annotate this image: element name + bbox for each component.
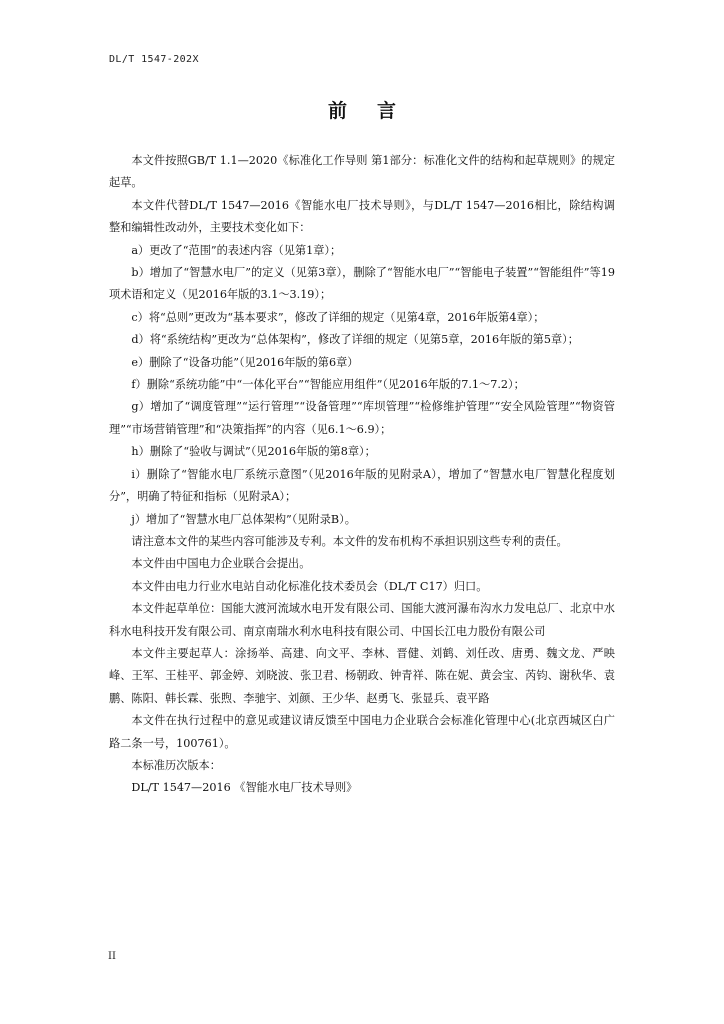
paragraph-replacement: 本文件代替DL/T 1547—2016《智能水电厂技术导则》，与DL/T 1547—2016相比，除结构调整和编辑性改动外，主要技术变化如下： bbox=[109, 198, 615, 235]
paragraph-patent-notice: 请注意本文件的某些内容可能涉及专利。本文件的发布机构不承担识别这些专利的责任。 bbox=[131, 534, 568, 548]
change-item-i: i）删除了“智能水电厂系统示意图”（见2016年版的见附录A），增加了“智慧水电厂智慧化程度划分”，明确了特征和指标（见附录A）； bbox=[109, 467, 615, 504]
change-item-e: e）删除了“设备功能”（见2016年版的第6章） bbox=[131, 355, 359, 369]
change-item-d: d）将“系统结构”更改为“总体架构”，修改了详细的规定（见第5章，2016年版的第5章）； bbox=[131, 333, 579, 347]
paragraph-drafters: 本文件主要起草人：涂扬举、高建、向文平、李林、晋健、刘鹤、刘任改、唐勇、魏文龙、严映峰、王军、王桂平、郭金婷、刘晓波、张卫君、杨朝政、钟青祥、陈在妮、黄会宝、芮钧、谢秋华、袁鹏、陈阳、韩长霖、张煦、李驰宇、刘颜、王少华、赵勇飞、张显兵、袁平路 bbox=[109, 646, 615, 705]
change-item-h: h）删除了“验收与调试”（见2016年版的第8章）； bbox=[131, 445, 376, 459]
change-item-g: g）增加了“调度管理”“运行管理”“设备管理”“库坝管理”“检修维护管理”“安全风险管理”“物资管理”“市场营销管理”和“决策指挥”的内容（见6.1～6.9）； bbox=[109, 400, 615, 436]
change-item-j: j）增加了“智慧水电厂总体架构”（见附录B）。 bbox=[131, 512, 356, 526]
paragraph-drafting-rules: 本文件按照GB/T 1.1—2020《标准化工作导则 第1部分：标准化文件的结构和起草规则》的规定起草。 bbox=[109, 154, 615, 190]
paragraph-drafting-units: 本文件起草单位：国能大渡河流域水电开发有限公司、国能大渡河瀑布沟水力发电总厂、北京中水科水电科技开发有限公司、南京南瑞水利水电科技有限公司、中国长江电力股份有限公司 bbox=[109, 602, 615, 638]
change-item-f: f）删除“系统功能”中“一体化平台”“智能应用组件”（见2016年版的7.1～7.2）； bbox=[131, 378, 525, 392]
change-item-b: b）增加了“智慧水电厂”的定义（见第3章），删除了“智能水电厂”“智能电子装置”“智能组件”等19项术语和定义（见2016年版的3.1～3.19）； bbox=[109, 266, 615, 302]
paragraph-history-heading: 本标准历次版本： bbox=[131, 758, 221, 772]
page-number: II bbox=[108, 951, 116, 962]
foreword-body bbox=[109, 150, 615, 800]
change-item-c: c）将“总则”更改为“基本要求”，修改了详细的规定（见第4章，2016年版第4章）； bbox=[131, 310, 545, 324]
paragraph-feedback: 本文件在执行过程中的意见或建议请反馈至中国电力企业联合会标准化管理中心(北京西城区白广路二条一号，100761）。 bbox=[109, 714, 615, 750]
change-item-a: a）更改了“范围”的表述内容（见第1章）； bbox=[131, 243, 342, 257]
paragraph-history-item: DL/T 1547—2016 《智能水电厂技术导则》 bbox=[131, 781, 358, 795]
paragraph-proposer: 本文件由中国电力企业联合会提出。 bbox=[131, 557, 311, 571]
document-code-header: DL/T 1547-202X bbox=[109, 54, 199, 65]
page-title: 前言 bbox=[327, 100, 426, 122]
paragraph-committee: 本文件由电力行业水电站自动化标准化技术委员会（DL/T C17）归口。 bbox=[131, 579, 488, 593]
